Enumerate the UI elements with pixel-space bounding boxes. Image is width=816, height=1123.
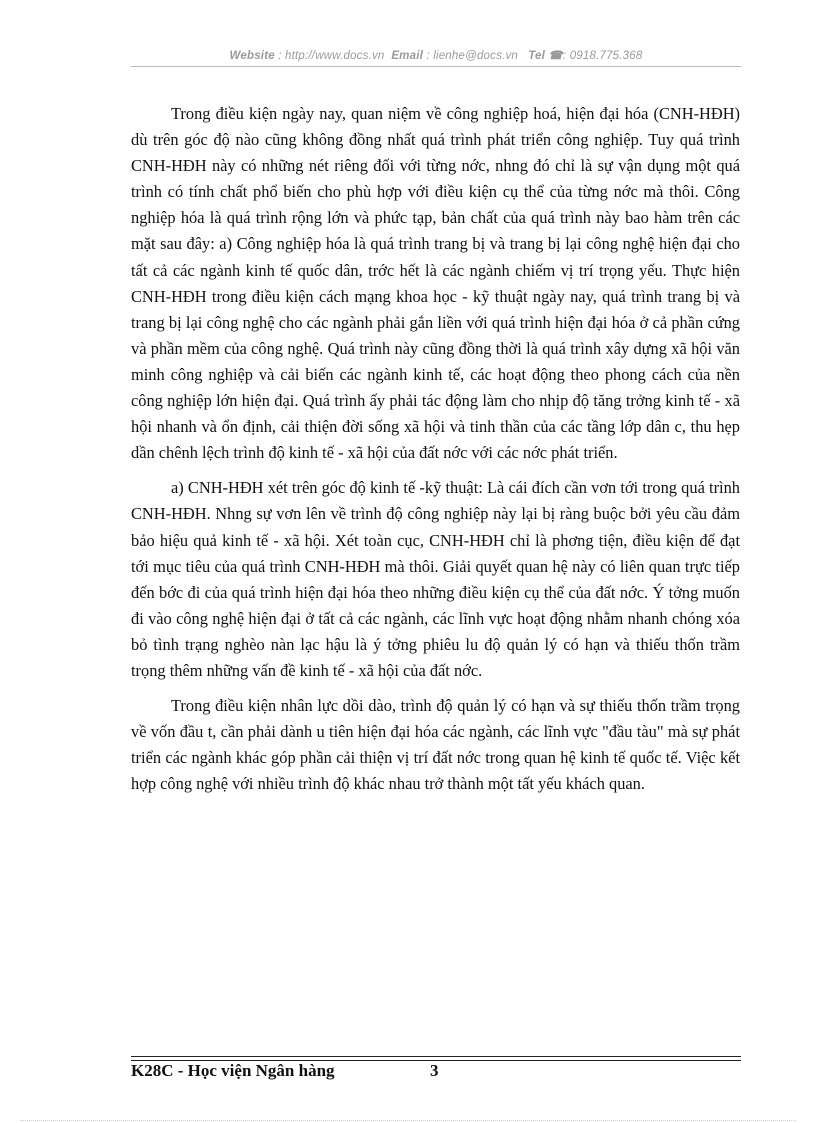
website-value: : http://www.docs.vn xyxy=(278,50,385,62)
page-header xyxy=(131,48,741,62)
tel-label: Tel ☎ xyxy=(528,50,563,62)
tel-value: : 0918.775.368 xyxy=(562,50,643,62)
footer-label: K28C - Học viện Ngân hàng xyxy=(131,1061,335,1080)
paragraph-1: Trong điều kiện ngày nay, quan niệm về công nghiệp hoá, hiện đại hóa (CNH-HĐH) dù trên góc độ nào cũng không đồng nhất quá trình phát triển công nghiệp. Tuy quá trình CNH-HĐH này có những nét riêng đối với từng nớc, nhng đó chỉ là sự vận dụng một quá trình có tính chất phổ biến cho phù hợp với điều kiện cụ thể của từng nớc mà thôi. Công nghiệp hóa là quá trình rộng lớn và phức tạp, bản chất của quá trình này bao hàm trên các mặt sau đây: a) Công nghiệp hóa là quá trình trang bị và trang bị lại công nghệ hiện đại cho tất cả các ngành kinh tế quốc dân, trớc hết là các ngành chiếm vị trí trọng yếu. Thực hiện CNH-HĐH trong điều kiện cách mạng khoa học - kỹ thuật ngày nay, quá trình trang bị và trang bị lại công nghệ cho các ngành phải gắn liền với quá trình hiện đại hóa ở cả phần cứng và phần mềm của công nghệ. Quá trình này cũng đồng thời là quá trình xây dựng xã hội văn minh công nghiệp và cải biến các ngành kinh tế, các hoạt động theo phong cách của nền công nghiệp lớn hiện đại. Quá trình ấy phải tác động làm cho nhịp độ tăng trởng kinh tế - xã hội nhanh và ổn định, cải thiện đời sống xã hội và tinh thần của các tầng lớp dân c, thu hẹp dần chênh lệch trình độ kinh tế - xã hội của đất nớc với các nớc phát triển. xyxy=(131,104,740,463)
page-number: 3 xyxy=(430,1061,439,1080)
header-divider xyxy=(131,66,741,67)
email-value: : lienhe@docs.vn xyxy=(426,50,518,62)
footer-divider-top xyxy=(131,1056,741,1057)
paragraph-2: a) CNH-HĐH xét trên góc độ kinh tế -kỹ thuật: Là cái đích cần vơn tới trong quá trình CNH-HĐH. Nhng sự vơn lên về trình độ công nghiệp này lại bị ràng buộc bởi yêu cầu đảm bảo hiệu quả kinh tế - xã hội. Xét toàn cục, CNH-HĐH chỉ là phơng tiện, điều kiện để đạt tới mục tiêu của quá trình CNH-HĐH mà thôi. Giải quyết quan hệ này có liên quan trực tiếp đến bớc đi của quá trình hiện đại hóa theo những điều kiện cụ thể của đất nớc. Ý tởng muốn đi vào công nghệ hiện đại ở tất cả các ngành, các lĩnh vực hoạt động nhằm nhanh chóng xóa bỏ tình trạng nghèo nàn lạc hậu là ý tởng phiêu lu độ quản lý có hạn và thiếu thốn trầm trọng thêm những vấn đề kinh tế - xã hội của đất nớc. xyxy=(131,478,740,680)
document-body xyxy=(131,101,740,797)
website-label: Website xyxy=(229,50,275,62)
page-edge-divider xyxy=(20,1120,796,1121)
email-label: Email xyxy=(391,50,423,62)
paragraph-3: Trong điều kiện nhân lực dồi dào, trình độ quản lý có hạn và sự thiếu thốn trầm trọng về vốn đầu t, cần phải dành u tiên hiện đại hóa các ngành, các lĩnh vực "đầu tàu" mà sự phát triển các ngành khác góp phần cải thiện vị trí đất nớc trong quan hệ kinh tế quốc tế. Việc kết hợp công nghệ với nhiều trình độ khác nhau trở thành một tất yếu khách quan. xyxy=(131,696,740,794)
